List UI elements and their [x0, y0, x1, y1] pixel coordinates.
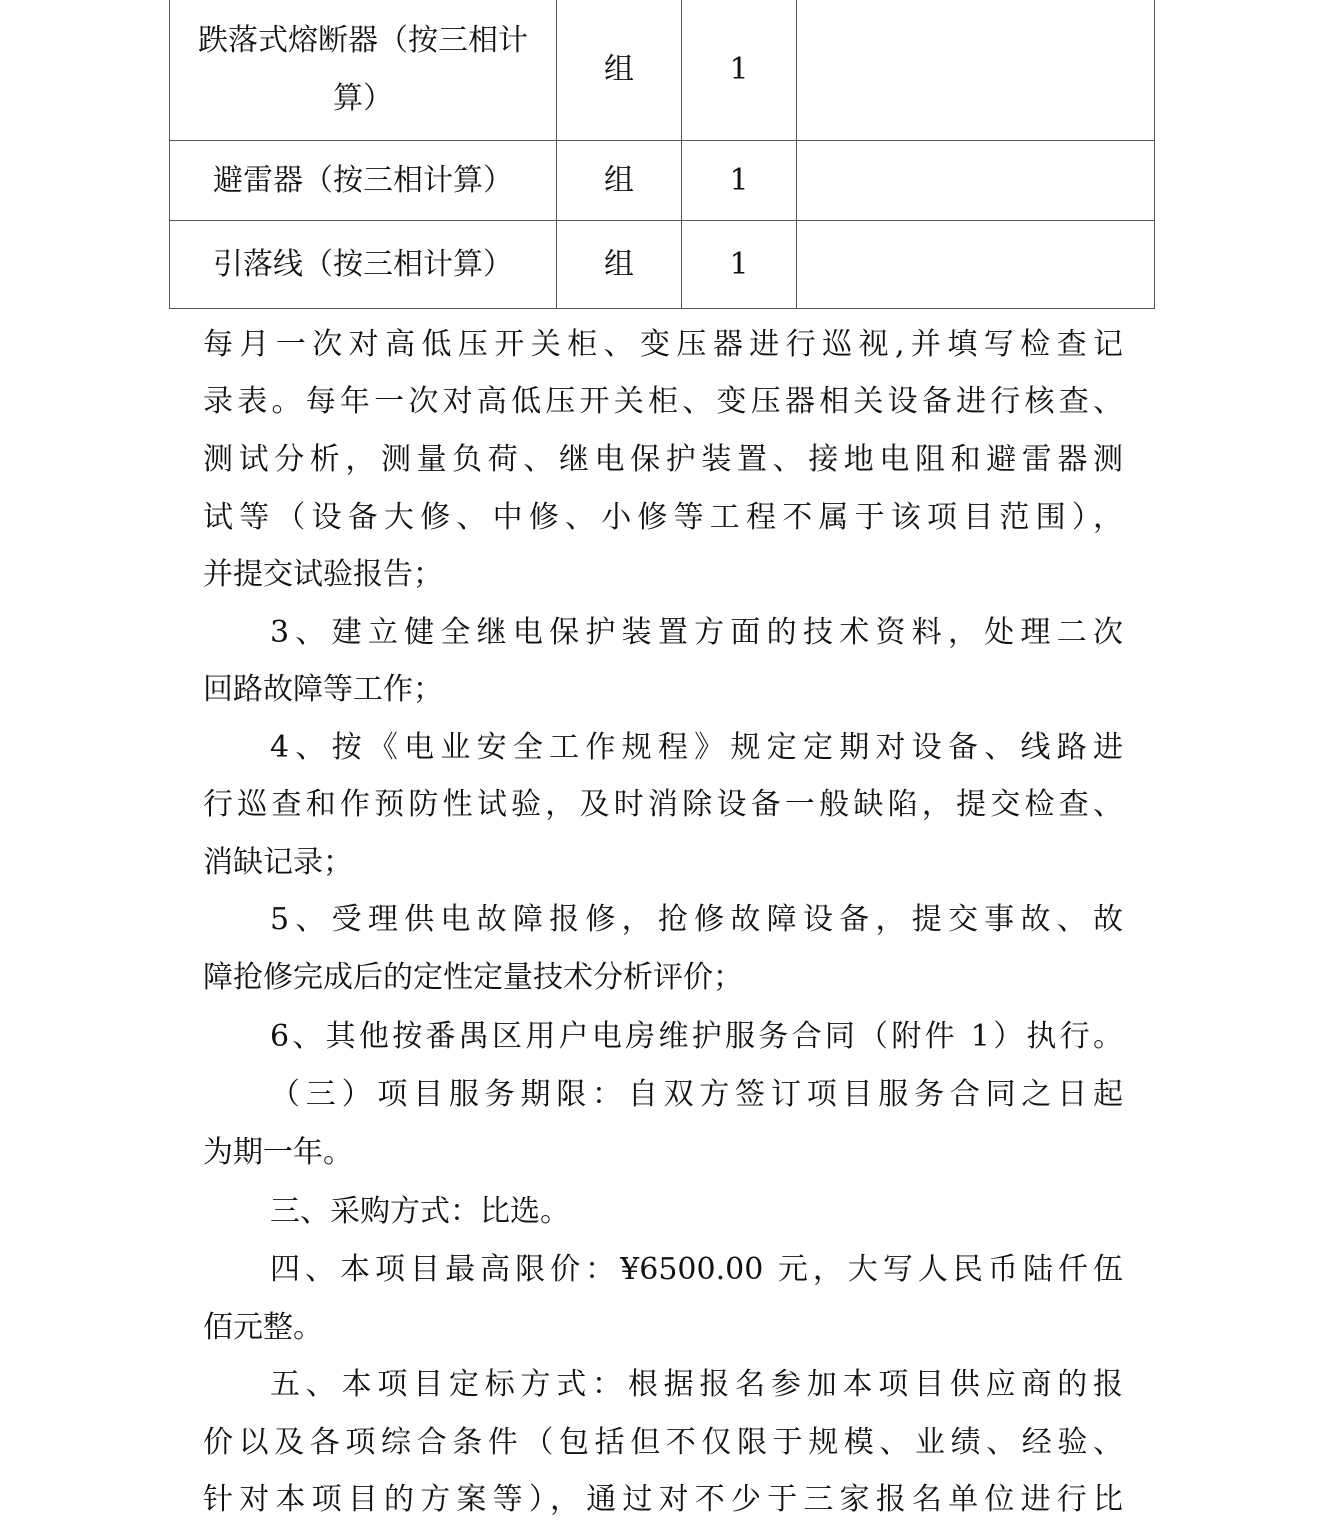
text-line: 5、受理供电故障报修，抢修故障设备，提交事故、故 [270, 902, 1123, 937]
text-line: 五、本项目定标方式：根据报名参加本项目供应商的报 [270, 1367, 1123, 1402]
text-line: 4、按《电业安全工作规程》规定定期对设备、线路进 [270, 730, 1123, 765]
unit-cell: 组 [557, 141, 682, 221]
item-cell: 避雷器（按三相计算） [170, 141, 557, 221]
item-cell: 跌落式熔断器（按三相计算） [170, 0, 557, 141]
text-line: 并提交试验报告； [203, 557, 443, 592]
table-row [170, 0, 1155, 141]
text-line: 回路故障等工作； [203, 672, 443, 707]
note-cell [797, 0, 1155, 141]
unit-cell: 组 [557, 0, 682, 141]
text-line: 佰元整。 [203, 1310, 323, 1345]
text-line: （三）项目服务期限：自双方签订项目服务合同之日起 [270, 1077, 1123, 1112]
table-row [170, 141, 1155, 221]
item-cell: 引落线（按三相计算） [170, 221, 557, 309]
qty-cell: 1 [682, 0, 797, 141]
text-line: 测试分析，测量负荷、继电保护装置、接地电阻和避雷器测 [203, 442, 1123, 477]
note-cell [797, 141, 1155, 221]
text-line: 行巡查和作预防性试验，及时消除设备一般缺陷，提交检查、 [203, 787, 1123, 822]
note-cell [797, 221, 1155, 309]
table-row [170, 221, 1155, 309]
text-line: 价以及各项综合条件（包括但不仅限于规模、业绩、经验、 [203, 1425, 1123, 1460]
text-line: 试等（设备大修、中修、小修等工程不属于该项目范围）， [203, 500, 1123, 535]
text-line: 每月一次对高低压开关柜、变压器进行巡视,并填写检查记 [203, 327, 1123, 362]
text-line: 为期一年。 [203, 1135, 353, 1170]
text-line: 消缺记录； [203, 845, 353, 880]
unit-cell: 组 [557, 221, 682, 309]
text-line: 障抢修完成后的定性定量技术分析评价； [203, 960, 743, 995]
text-line: 3、建立健全继电保护装置方面的技术资料，处理二次 [270, 615, 1123, 650]
qty-cell: 1 [682, 141, 797, 221]
text-line: 录表。每年一次对高低压开关柜、变压器相关设备进行核查、 [203, 384, 1123, 419]
text-line: 6、其他按番禺区用户电房维护服务合同（附件 1）执行。 [270, 1019, 1123, 1054]
qty-cell: 1 [682, 221, 797, 309]
text-line: 针对本项目的方案等），通过对不少于三家报名单位进行比 [203, 1482, 1123, 1517]
equipment-table [169, 0, 1155, 309]
text-line: 四、本项目最高限价：¥6500.00 元，大写人民币陆仟伍 [270, 1252, 1123, 1287]
text-line: 三、采购方式：比选。 [270, 1194, 570, 1229]
